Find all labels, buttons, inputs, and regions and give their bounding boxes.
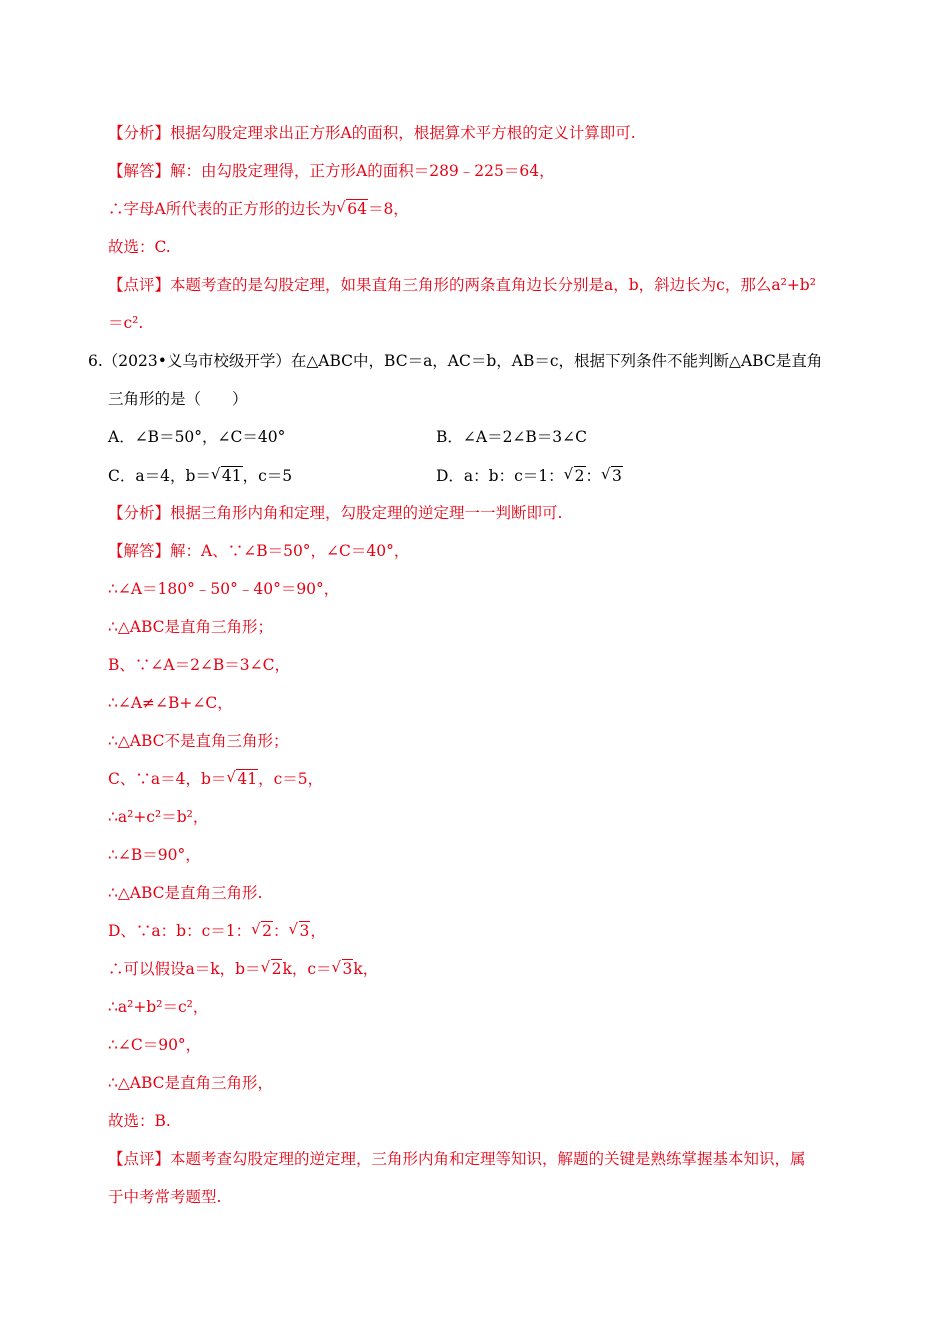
- q6-solution-step: ∴a²+c²＝b²，: [108, 808, 209, 826]
- q6-analysis: 【分析】根据三角形内角和定理，勾股定理的逆定理一一判断即可.: [108, 504, 563, 522]
- q6-solution-step: C、∵a＝4，b＝√ 41，c＝5，: [108, 768, 323, 790]
- q6-comment-line2: 于中考常考题型.: [108, 1188, 222, 1206]
- q6-solution-step: D、∵a：b：c＝1：√ 2：√ 3，: [108, 920, 326, 942]
- q5-choice: 故选：C.: [108, 238, 171, 256]
- q6-option-c: C．a＝4，b＝√ 41，c＝5: [108, 465, 292, 487]
- q5-solution: 【解答】解：由勾股定理得，正方形A的面积＝289﹣225＝64，: [108, 162, 555, 180]
- q6-solution-step: ∴a²+b²＝c²，: [108, 998, 209, 1016]
- q6-solution-step: ∴可以假设a＝k，b＝√ 2k，c＝√ 3k，: [108, 958, 378, 980]
- q6-solution-step: ∴△ABC不是直角三角形；: [108, 732, 289, 750]
- analysis-tag: 【分析】: [108, 124, 171, 142]
- sqrt-expression: √ 3: [602, 465, 623, 487]
- sqrt-expression: √ 41: [227, 768, 258, 790]
- q6-solution: 【解答】解：A、∵∠B＝50°，∠C＝40°，: [108, 542, 410, 560]
- q6-solution-step: ∴∠A＝180°﹣50°﹣40°＝90°，: [108, 580, 340, 598]
- sqrt-expression: √ 64: [337, 198, 368, 220]
- q6-stem: 6.（2023•义乌市校级开学）在△ABC中，BC＝a，AC＝b，AB＝c，根据下列条件不能判断△ABC是直角: [88, 352, 823, 370]
- q6-solution-step: ∴△ABC是直角三角形.: [108, 884, 263, 902]
- q5-comment-line2: ＝c².: [108, 314, 144, 332]
- sqrt-expression: √ 2: [262, 958, 283, 980]
- q6-option-b: B．∠A＝2∠B＝3∠C: [436, 428, 588, 446]
- sqrt-expression: √ 2: [565, 465, 586, 487]
- q6-solution-step: ∴∠B＝90°，: [108, 846, 201, 864]
- q5-solution-line2: ∴字母A所代表的正方形的边长为√ 64＝8，: [108, 198, 409, 220]
- q6-solution-step: ∴△ABC是直角三角形；: [108, 618, 274, 636]
- q6-option-d: D．a：b：c＝1：√ 2：√ 3: [436, 465, 623, 487]
- q6-solution-step: ∴∠A≠∠B+∠C，: [108, 694, 233, 712]
- q5-comment: 【点评】本题考查的是勾股定理，如果直角三角形的两条直角边长分别是a，b，斜边长为c，那么a²+b²: [108, 276, 816, 294]
- sqrt-expression: √ 2: [252, 920, 273, 942]
- q6-solution-step: ∴∠C＝90°，: [108, 1036, 202, 1054]
- sqrt-expression: √ 3: [290, 920, 311, 942]
- solution-tag: 【解答】: [108, 162, 171, 180]
- sqrt-expression: √ 41: [212, 465, 243, 487]
- q6-option-a: A．∠B＝50°，∠C＝40°: [108, 428, 286, 446]
- q5-analysis: 【分析】根据勾股定理求出正方形A的面积，根据算术平方根的定义计算即可.: [108, 124, 636, 142]
- q6-comment: 【点评】本题考查勾股定理的逆定理，三角形内角和定理等知识，解题的关键是熟练掌握基本知识，属: [108, 1150, 806, 1168]
- q6-choice: 故选：B.: [108, 1112, 171, 1130]
- comment-tag: 【点评】: [108, 276, 171, 294]
- sqrt-expression: √ 3: [333, 958, 354, 980]
- q6-solution-step: ∴△ABC是直角三角形，: [108, 1074, 274, 1092]
- comment-tag: 【点评】: [108, 1150, 171, 1168]
- analysis-tag: 【分析】: [108, 504, 171, 522]
- q6-solution-step: B、∵∠A＝2∠B＝3∠C，: [108, 656, 291, 674]
- solution-tag: 【解答】: [108, 542, 171, 560]
- q6-stem-line2: 三角形的是（ ）: [108, 390, 248, 408]
